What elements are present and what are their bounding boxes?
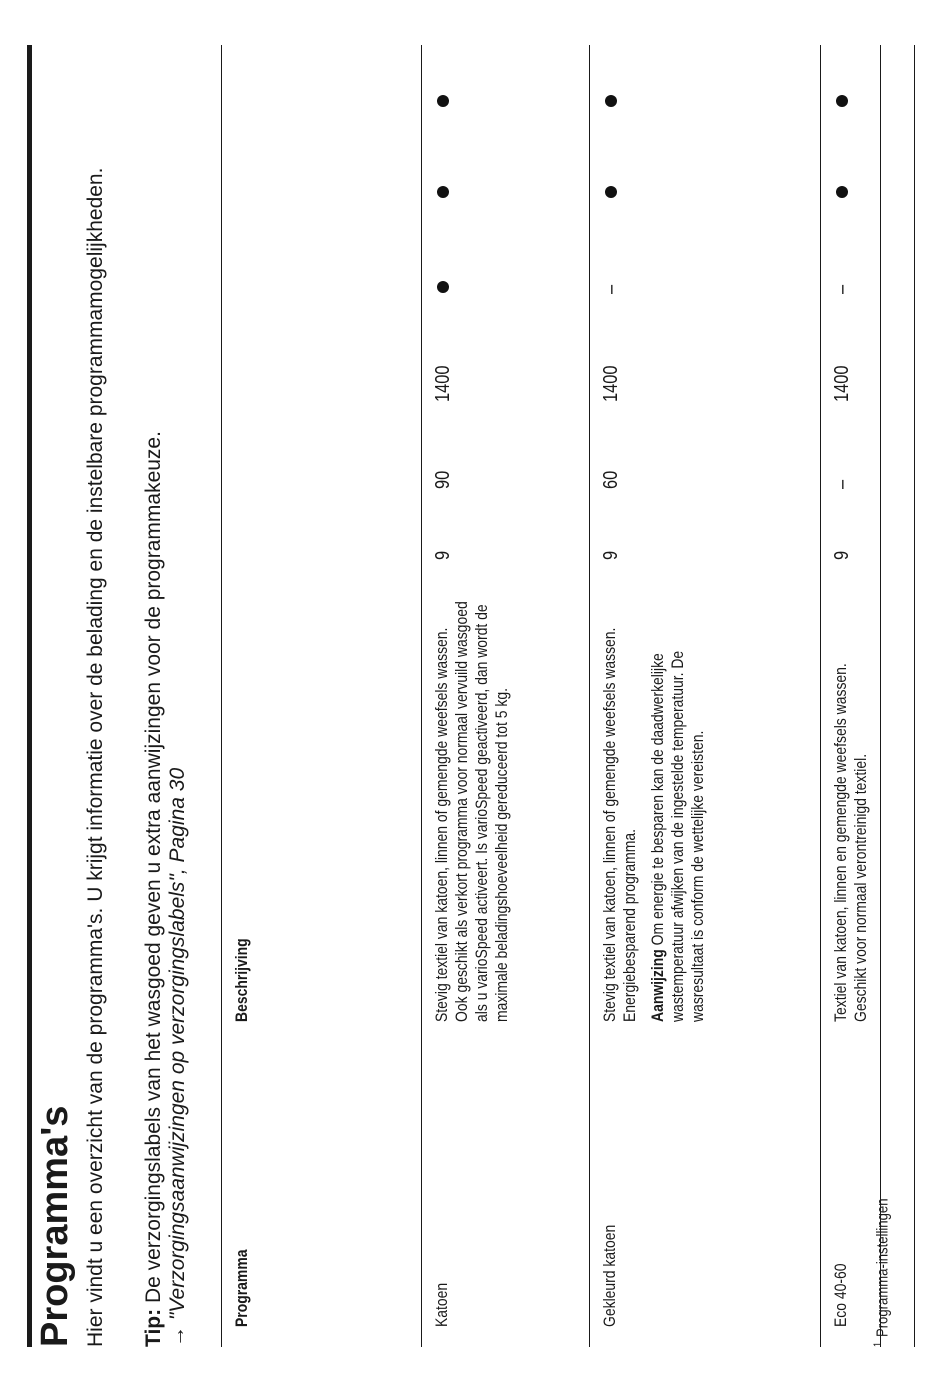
tip-paragraph [142, 47, 190, 1347]
max-temperature: 90 [432, 470, 454, 489]
max-load: 9 [831, 550, 853, 560]
option-available-dot [836, 95, 848, 107]
header-top-rule [221, 45, 222, 1347]
description-line: Stevig textiel van katoen, linnen of gemengde weefsels wassen. [432, 627, 451, 1022]
description-line: Ook geschikt als verkort programma voor normaal vervuild wasgoed als u varioSpeed activeert. Is varioSpeed geactiveerd, dan wordt de maximale beladingshoeveelheid gereduceerd tot 5 kg. [452, 601, 511, 1022]
section-rule [27, 45, 32, 1347]
option-available-dot [437, 186, 449, 198]
row-divider [820, 45, 821, 1347]
program-name: Eco 40-60 [831, 1263, 850, 1327]
page-title: Programma's [34, 1105, 76, 1347]
page-edge-rule [914, 45, 915, 1347]
program-description [831, 596, 871, 1022]
program-name: Katoen [432, 1282, 451, 1327]
max-load: 9 [600, 550, 622, 560]
description-line: Geschikt voor normaal verontreinigd textiel. [851, 753, 870, 1022]
program-description [432, 596, 512, 1022]
program-name: Gekleurd katoen [600, 1224, 619, 1327]
program-description [600, 596, 708, 1022]
tip-text: De verzorgingslabels van het wasgoed geven u extra aanwijzingen voor de programmakeuze. [142, 431, 165, 1309]
max-temperature: – [831, 479, 853, 489]
option-unavailable-dash: – [831, 284, 853, 294]
column-header-beschrijving: Beschrijving [232, 938, 251, 1022]
max-spin-speed: 1400 [600, 365, 622, 402]
intro-paragraph: Hier vindt u een overzicht van de programma's. U krijgt informatie over de belading en de instelbare programmamogelijkheden. [84, 167, 107, 1347]
max-spin-speed: 1400 [432, 365, 454, 402]
option-available-dot [437, 95, 449, 107]
description-line: Textiel van katoen, linnen en gemengde weefsels wassen. [831, 663, 850, 1022]
note-text: Om energie te besparen kan de daadwerkelijke wastemperatuur afwijken van de ingestelde temperatuur. De wasresultaat is conform de wettelijke vereisten. [648, 650, 707, 1022]
tip-label: Tip: [142, 1308, 165, 1347]
description-note [648, 596, 708, 1022]
note-label: Aanwijzing [648, 949, 667, 1022]
description-line: Stevig textiel van katoen, linnen of gemengde weefsels wassen. [600, 627, 619, 1022]
footnote [872, 1199, 892, 1347]
max-load: 9 [432, 550, 454, 560]
footnote-text: Programma-instellingen [874, 1198, 892, 1338]
max-temperature: 60 [600, 470, 622, 489]
description-line: Energiebesparend programma. [620, 829, 639, 1022]
column-header-programma: Programma [232, 1249, 251, 1327]
table-bottom-rule [880, 45, 881, 1347]
max-spin-speed: 1400 [831, 365, 853, 402]
row-divider [589, 45, 590, 1347]
tip-link[interactable]: → "Verzorgingsaanwijzingen op verzorgingslabels", Pagina 30 [166, 767, 189, 1347]
footnote-marker: 1 [872, 1341, 884, 1347]
option-available-dot [605, 95, 617, 107]
option-available-dot [605, 186, 617, 198]
option-unavailable-dash: – [600, 284, 622, 294]
header-bottom-rule [421, 45, 422, 1347]
option-available-dot [437, 281, 449, 293]
option-available-dot [836, 186, 848, 198]
